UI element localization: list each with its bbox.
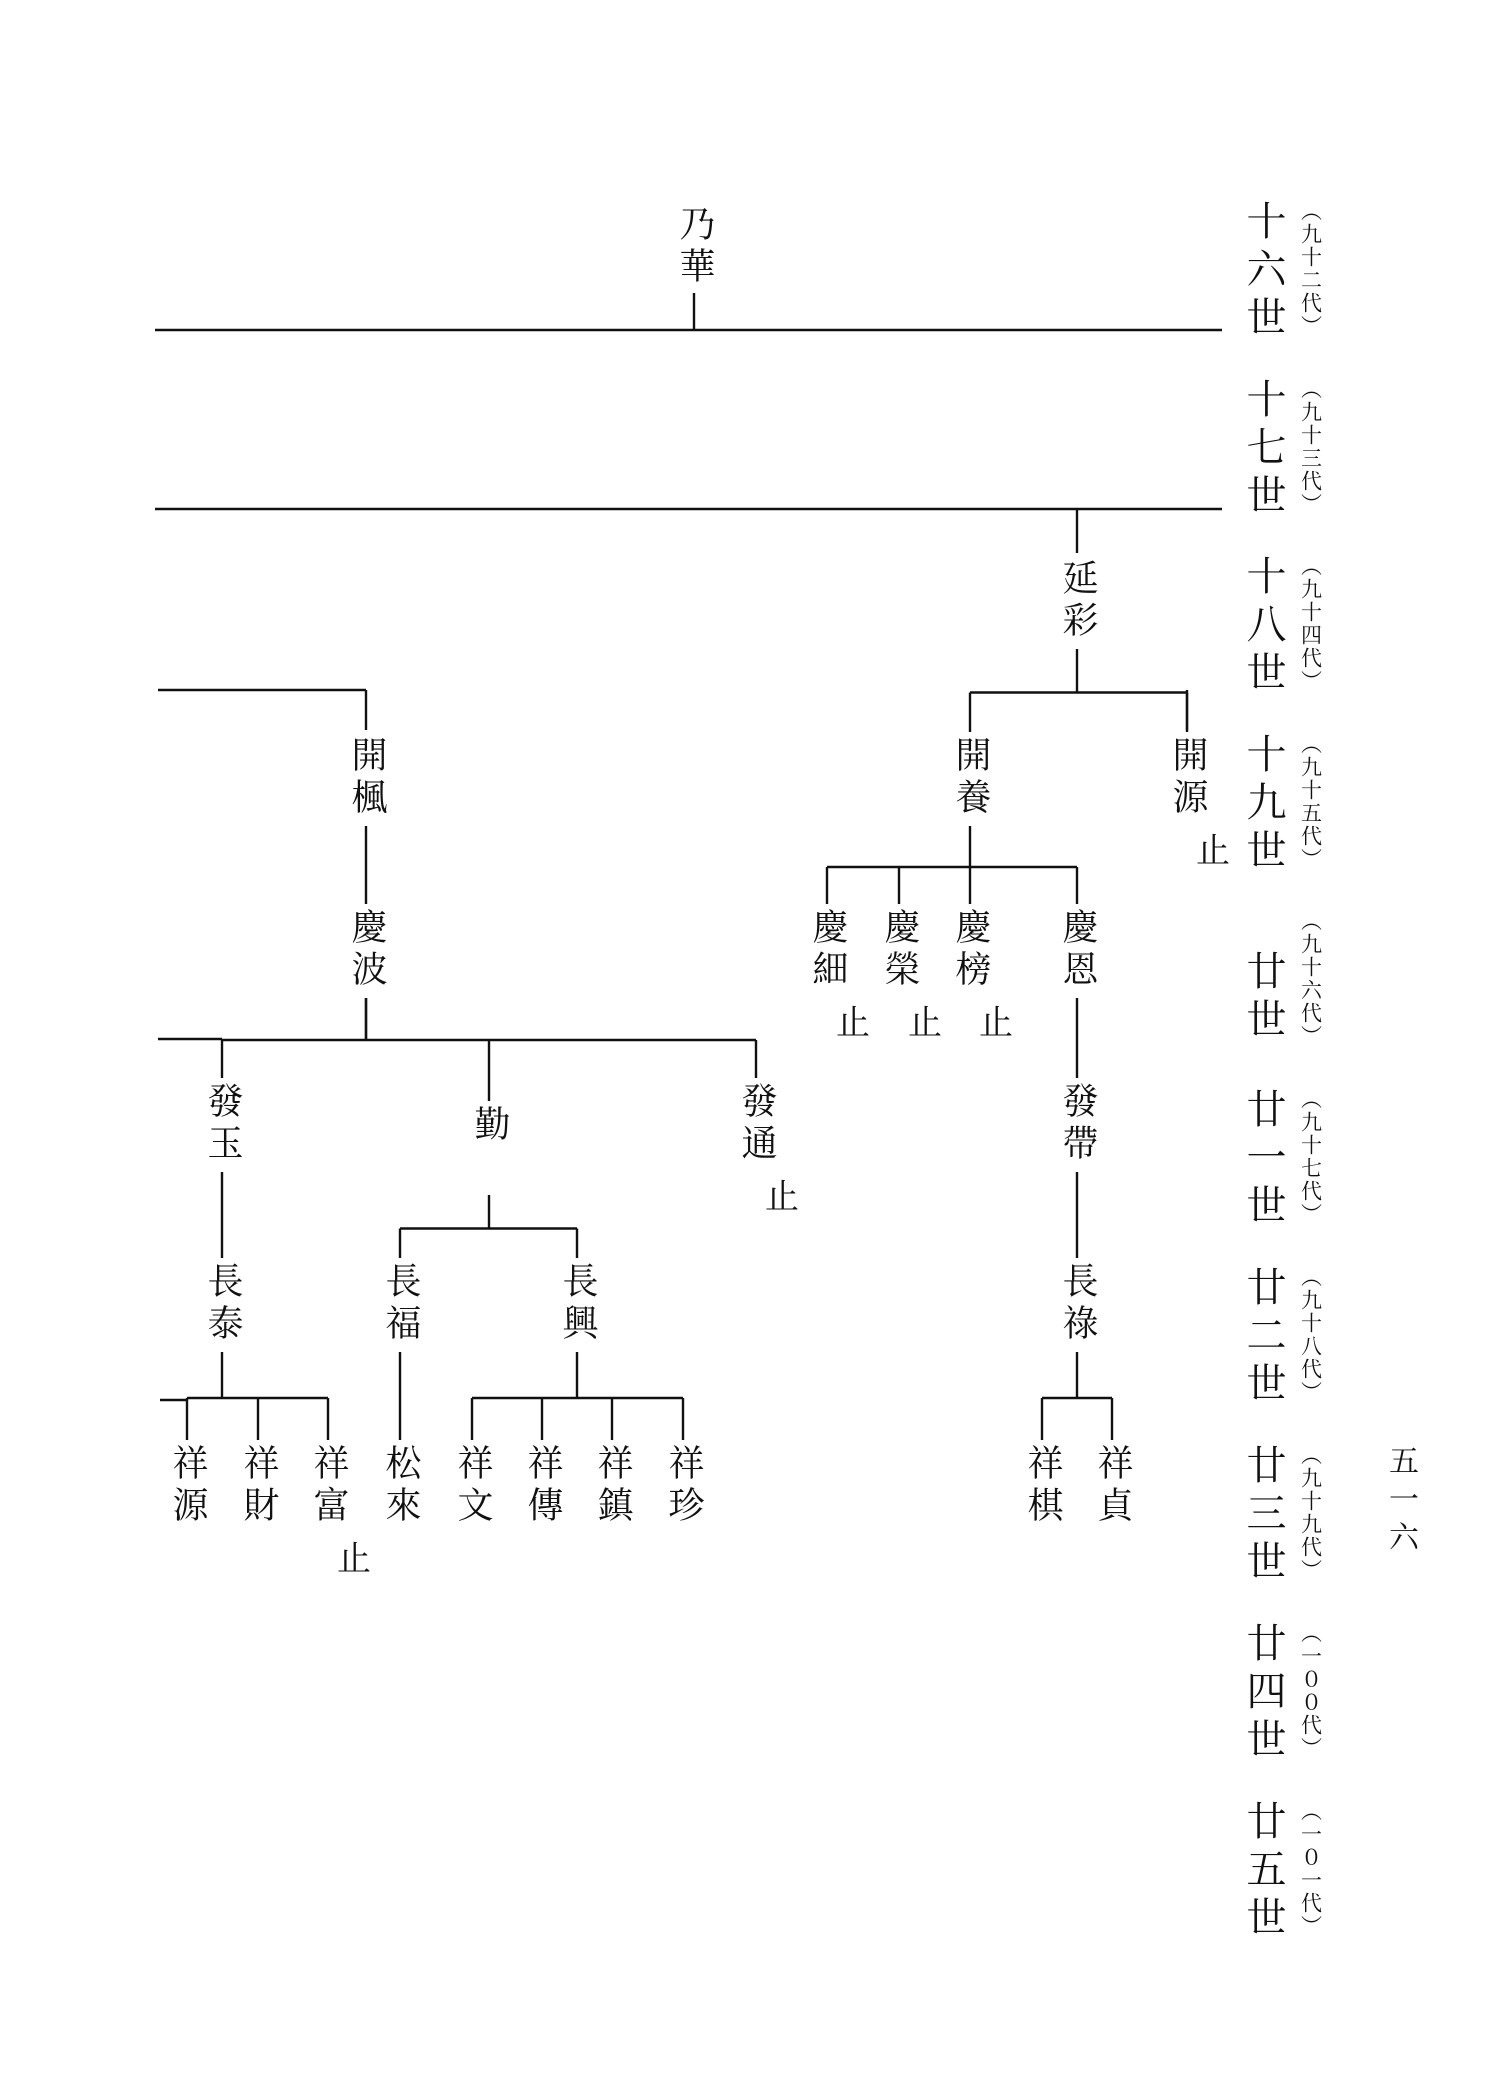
generation-label: 十七世: [1240, 378, 1286, 522]
person-xiangqi: 祥棋: [1022, 1440, 1062, 1532]
person-xiangzhen3: 祥貞: [1092, 1440, 1132, 1532]
generation-dai-label: （九十四代）: [1298, 555, 1323, 693]
person-changfu: 長福: [380, 1258, 420, 1350]
person-naihua: 乃華: [674, 201, 714, 293]
generation-dai-label: （九十五代）: [1298, 733, 1323, 871]
person-kaifeng: 開楓: [346, 732, 386, 824]
generation-dai-label: （一０一代）: [1298, 1800, 1323, 1938]
page-number: 五一六: [1383, 1445, 1418, 1559]
person-qin: 勤: [469, 1101, 509, 1151]
generation-label: 十六世: [1240, 200, 1286, 344]
person-songlai: 松來: [380, 1440, 420, 1532]
person-xiangwen: 祥文: [452, 1440, 492, 1532]
person-yancai: 延彩: [1057, 555, 1097, 647]
line-ended-mark: 止: [337, 1539, 371, 1579]
generation-label: 十九世: [1240, 733, 1286, 877]
person-fatong: 發通: [736, 1078, 776, 1170]
person-xiangyuan: 祥源: [167, 1440, 207, 1532]
person-qingbo: 慶波: [346, 904, 386, 996]
person-xiangfu: 祥富: [308, 1440, 348, 1532]
line-ended-mark: 止: [836, 1003, 870, 1043]
line-ended-mark: 止: [908, 1003, 942, 1043]
generation-dai-label: （九十七代）: [1298, 1088, 1323, 1226]
generation-dai-label: （一００代）: [1298, 1622, 1323, 1760]
generation-label: 廿三世: [1240, 1444, 1286, 1588]
person-qingxi: 慶細: [807, 904, 847, 996]
person-qingbang: 慶榜: [950, 904, 990, 996]
line-ended-mark: 止: [765, 1177, 799, 1217]
person-qingen: 慶恩: [1057, 904, 1097, 996]
person-kaiyuan: 開源: [1167, 732, 1207, 824]
generation-label: 十八世: [1240, 555, 1286, 699]
person-fadai: 發帶: [1057, 1078, 1097, 1170]
generation-label: 廿四世: [1240, 1622, 1286, 1766]
line-ended-mark: 止: [1196, 831, 1230, 871]
person-changlu: 長祿: [1057, 1258, 1097, 1350]
person-qingrong: 慶榮: [879, 904, 919, 996]
person-xiangzhen2: 祥珍: [663, 1440, 703, 1532]
person-changtai: 長泰: [202, 1258, 242, 1350]
person-kaiyang: 開養: [950, 732, 990, 824]
generation-dai-label: （九十六代）: [1298, 910, 1323, 1048]
generation-dai-label: （九十三代）: [1298, 378, 1323, 516]
line-ended-mark: 止: [979, 1003, 1013, 1043]
person-xiangcai: 祥財: [238, 1440, 278, 1532]
generation-dai-label: （九十二代）: [1298, 200, 1323, 338]
person-xiangzhen: 祥鎮: [592, 1440, 632, 1532]
person-changxing: 長興: [557, 1258, 597, 1350]
generation-dai-label: （九十八代）: [1298, 1266, 1323, 1404]
generation-label: 廿一世: [1240, 1088, 1286, 1232]
person-xiangchuan: 祥傳: [522, 1440, 562, 1532]
generation-label: 廿五世: [1240, 1800, 1286, 1944]
generation-label: 廿世: [1240, 950, 1286, 1046]
generation-label: 廿二世: [1240, 1266, 1286, 1410]
generation-dai-label: （九十九代）: [1298, 1444, 1323, 1582]
person-fayu: 發玉: [202, 1078, 242, 1170]
